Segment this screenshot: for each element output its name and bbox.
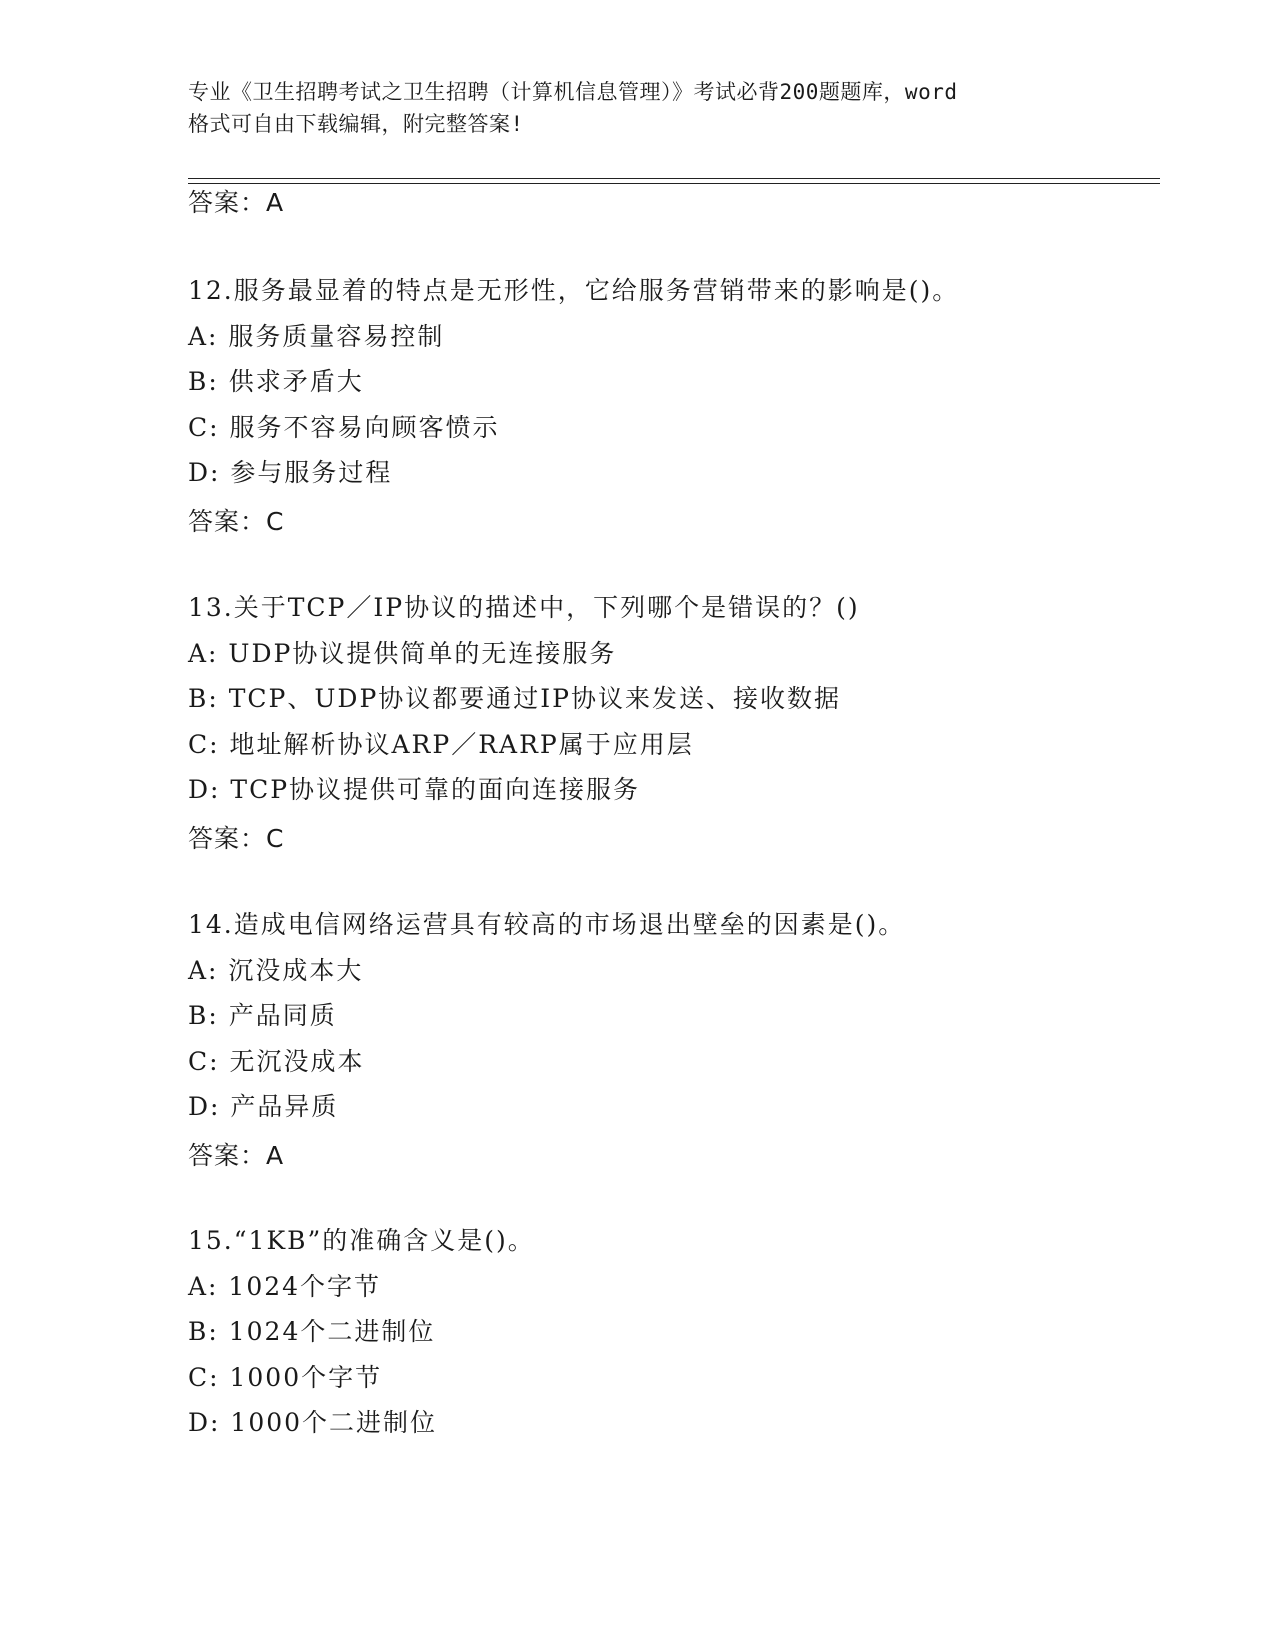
option-a: A: UDP协议提供简单的无连接服务 xyxy=(188,638,617,668)
header-divider-bottom xyxy=(188,183,1160,184)
question-stem: 12.服务最显着的特点是无形性，它给服务营销带来的影响是()。 xyxy=(188,276,960,305)
question-12 xyxy=(188,268,1188,496)
option-b: B: 1024个二进制位 xyxy=(188,1317,436,1346)
answer-11: 答案：A xyxy=(188,188,285,217)
question-stem: 15.“1KB”的准确含义是()。 xyxy=(188,1226,535,1255)
answer-13: 答案：C xyxy=(188,824,285,853)
option-c: C: 服务不容易向顾客愤示 xyxy=(188,412,500,442)
answer-14: 答案：A xyxy=(188,1141,285,1170)
option-d: D: 1000个二进制位 xyxy=(188,1408,438,1437)
option-a: A: 1024个字节 xyxy=(188,1271,382,1301)
option-b: B: 供求矛盾大 xyxy=(188,367,364,396)
question-stem: 14.造成电信网络运营具有较高的市场退出壁垒的因素是()。 xyxy=(188,910,906,939)
option-b: B: 产品同质 xyxy=(188,1001,337,1030)
option-d: D: 产品异质 xyxy=(188,1092,339,1121)
option-c: C: 地址解析协议ARP／RARP属于应用层 xyxy=(188,729,694,759)
option-c: C: 无沉没成本 xyxy=(188,1046,365,1076)
header-line-1: 专业《卫生招聘考试之卫生招聘（计算机信息管理）》考试必背200题题库，word xyxy=(188,80,958,104)
header-line-2: 格式可自由下载编辑，附完整答案! xyxy=(188,112,524,136)
option-b: B: TCP、UDP协议都要通过IP协议来发送、接收数据 xyxy=(188,684,841,713)
question-15 xyxy=(188,1218,1188,1446)
question-13 xyxy=(188,585,1188,813)
question-14 xyxy=(188,902,1188,1130)
question-stem: 13.关于TCP／IP协议的描述中，下列哪个是错误的？() xyxy=(188,593,860,622)
option-a: A: 服务质量容易控制 xyxy=(188,321,445,351)
option-d: D: TCP协议提供可靠的面向连接服务 xyxy=(188,775,641,804)
document-header xyxy=(188,76,1098,140)
option-d: D: 参与服务过程 xyxy=(188,458,393,487)
option-a: A: 沉没成本大 xyxy=(188,955,364,985)
answer-12: 答案：C xyxy=(188,507,285,536)
option-c: C: 1000个字节 xyxy=(188,1362,383,1392)
header-divider-top xyxy=(188,178,1160,179)
